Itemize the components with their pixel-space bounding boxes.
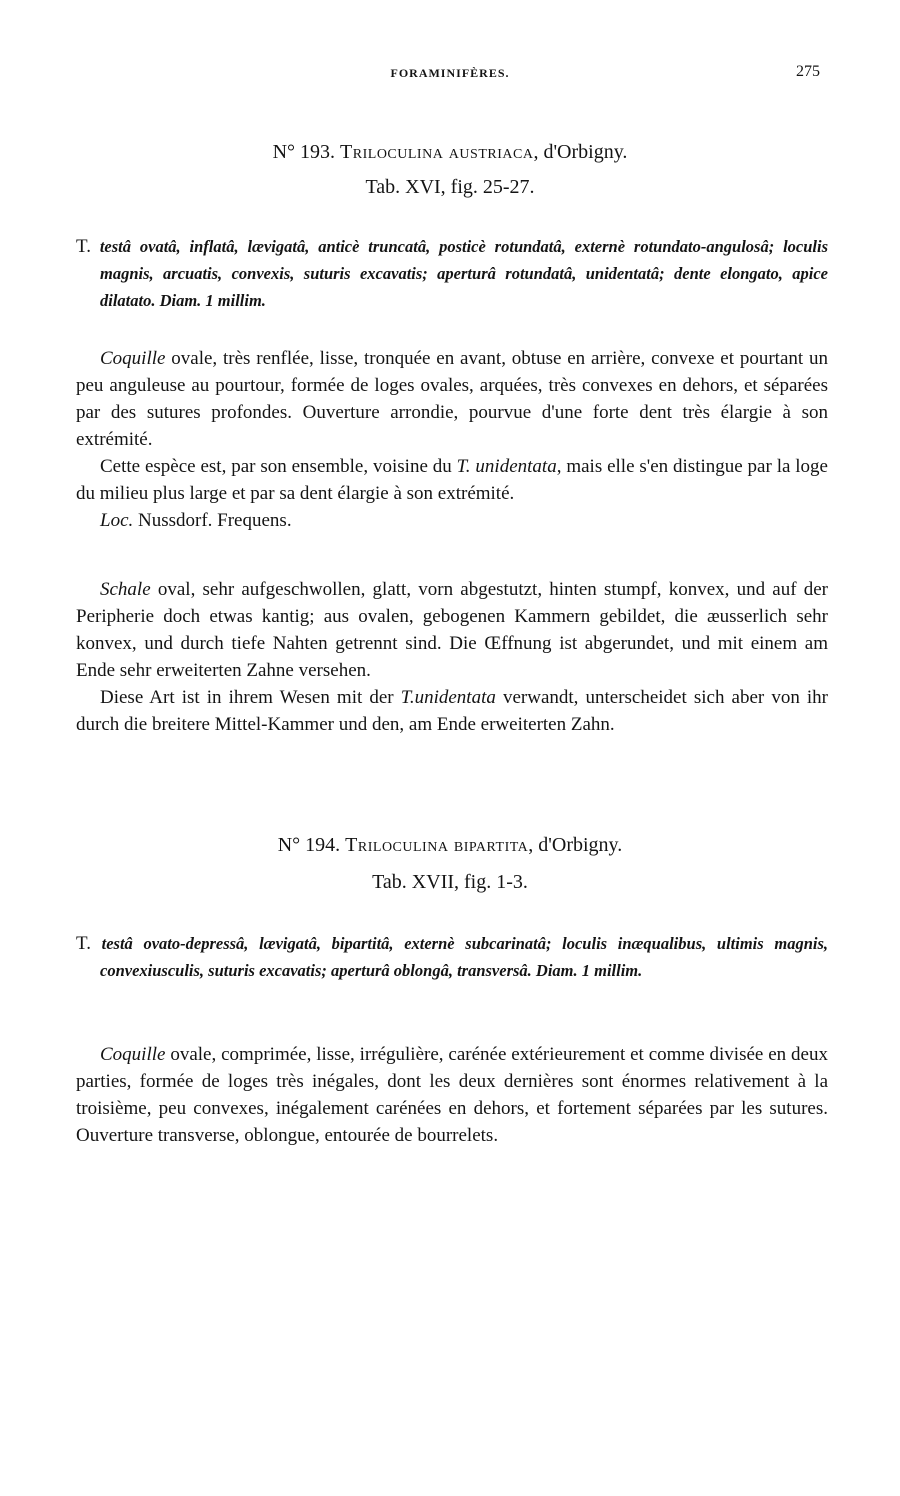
- species-194-latin-text: testâ ovato-depressâ, lævigatâ, bipartitâ, externè subcarinatâ; loculis inæqualibus, ultimis magnis, convexiusculis, suturis excavatis; aperturâ oblongâ, transversâ. Diam. 1 millim.: [100, 934, 829, 980]
- species-194-fr-lead: Coquille: [100, 1044, 166, 1065]
- species-193-french-description: [76, 345, 828, 534]
- species-193-de-comparison-species: T.unidentata: [400, 687, 496, 708]
- species-193-fr-comparison-a: Cette espèce est, par son ensemble, voisine du: [100, 456, 457, 477]
- species-194-number: N° 194.: [277, 834, 341, 856]
- species-193-de-comparison-b: verwandt, unterscheidet sich aber von ihr durch die breitere Mittel-Kammer und den, am Ende erweiterten Zahn.: [76, 687, 829, 735]
- species-194-author: , d'Orbigny.: [528, 834, 623, 856]
- species-194-latin-initial: T.: [76, 933, 91, 954]
- species-193-fr-comparison-b: , mais elle s'en distingue par la loge du milieu plus large et par sa dent élargie à son extrémité.: [76, 456, 828, 504]
- species-194-name: Triloculina bipartita: [345, 834, 529, 856]
- species-194-fr-text: ovale, comprimée, lisse, irrégulière, carénée extérieurement et comme divisée en deux parties, formée de loges très inégales, dont les deux dernières sont énormes relativement à la troisième, peu convexes, inégalement carénées en dehors, et fortement séparées par les sutures. Ouverture transverse, oblongue, entourée de bourrelets.: [76, 1044, 828, 1146]
- species-193-plate: Tab. XVI, fig. 25-27.: [365, 176, 535, 198]
- species-193-loc-text: Nussdorf. Frequens.: [133, 510, 292, 531]
- species-193-fr-text: ovale, très renflée, lisse, tronquée en avant, obtuse en arrière, convexe et pourtant un peu anguleuse au pourtour, formée de loges ovales, arquées, très convexes en dehors, et séparées par des sutures profondes. Ouverture arrondie, pourvue d'une forte dent très élargie à son extrémité.: [76, 348, 828, 450]
- species-194-latin-diagnosis: [76, 930, 828, 984]
- species-193-fr-comparison-species: T. unidentata: [456, 456, 557, 477]
- species-193-name: Triloculina austriaca: [340, 141, 534, 163]
- species-193-fr-lead: Coquille: [100, 348, 166, 369]
- species-193-latin-text: testâ ovatâ, inflatâ, lævigatâ, anticè truncatâ, posticè rotundatâ, externè rotundato-angulosâ; loculis magnis, arcuatis, convexis, suturis excavatis; aperturâ rotundatâ, unidentatâ; dente elongato, apice dilatato. Diam. 1 millim.: [99, 237, 828, 310]
- species-194-heading: [0, 832, 900, 858]
- species-193-german-description: [76, 576, 828, 738]
- species-193-loc-lead: Loc.: [100, 510, 134, 531]
- page-number: 275: [796, 63, 820, 80]
- species-194-french-description: [76, 1041, 828, 1149]
- species-193-author: , d'Orbigny.: [533, 141, 628, 163]
- running-head-title: FORAMINIFÈRES.: [390, 66, 510, 80]
- species-194-plate: Tab. XVII, fig. 1-3.: [372, 871, 528, 893]
- species-193-heading: [0, 139, 900, 165]
- species-193-number: N° 193.: [272, 141, 336, 163]
- species-193-latin-diagnosis: [76, 233, 828, 314]
- species-193-de-comparison-a: Diese Art ist in ihrem Wesen mit der: [100, 687, 401, 708]
- species-193-de-lead: Schale: [100, 579, 151, 600]
- species-193-latin-initial: T.: [76, 236, 91, 257]
- species-193-de-text: oval, sehr aufgeschwollen, glatt, vorn abgestutzt, hinten stumpf, konvex, und auf der Peripherie doch etwas kantig; aus ovalen, gebogenen Kammern gebildet, die æusserlich sehr konvex, und durch tiefe Nahten getrennt sind. Die Œffnung ist abgerundet, und mit einem am Ende sehr erweiterten Zahne versehen.: [76, 579, 828, 681]
- running-head: [0, 63, 900, 87]
